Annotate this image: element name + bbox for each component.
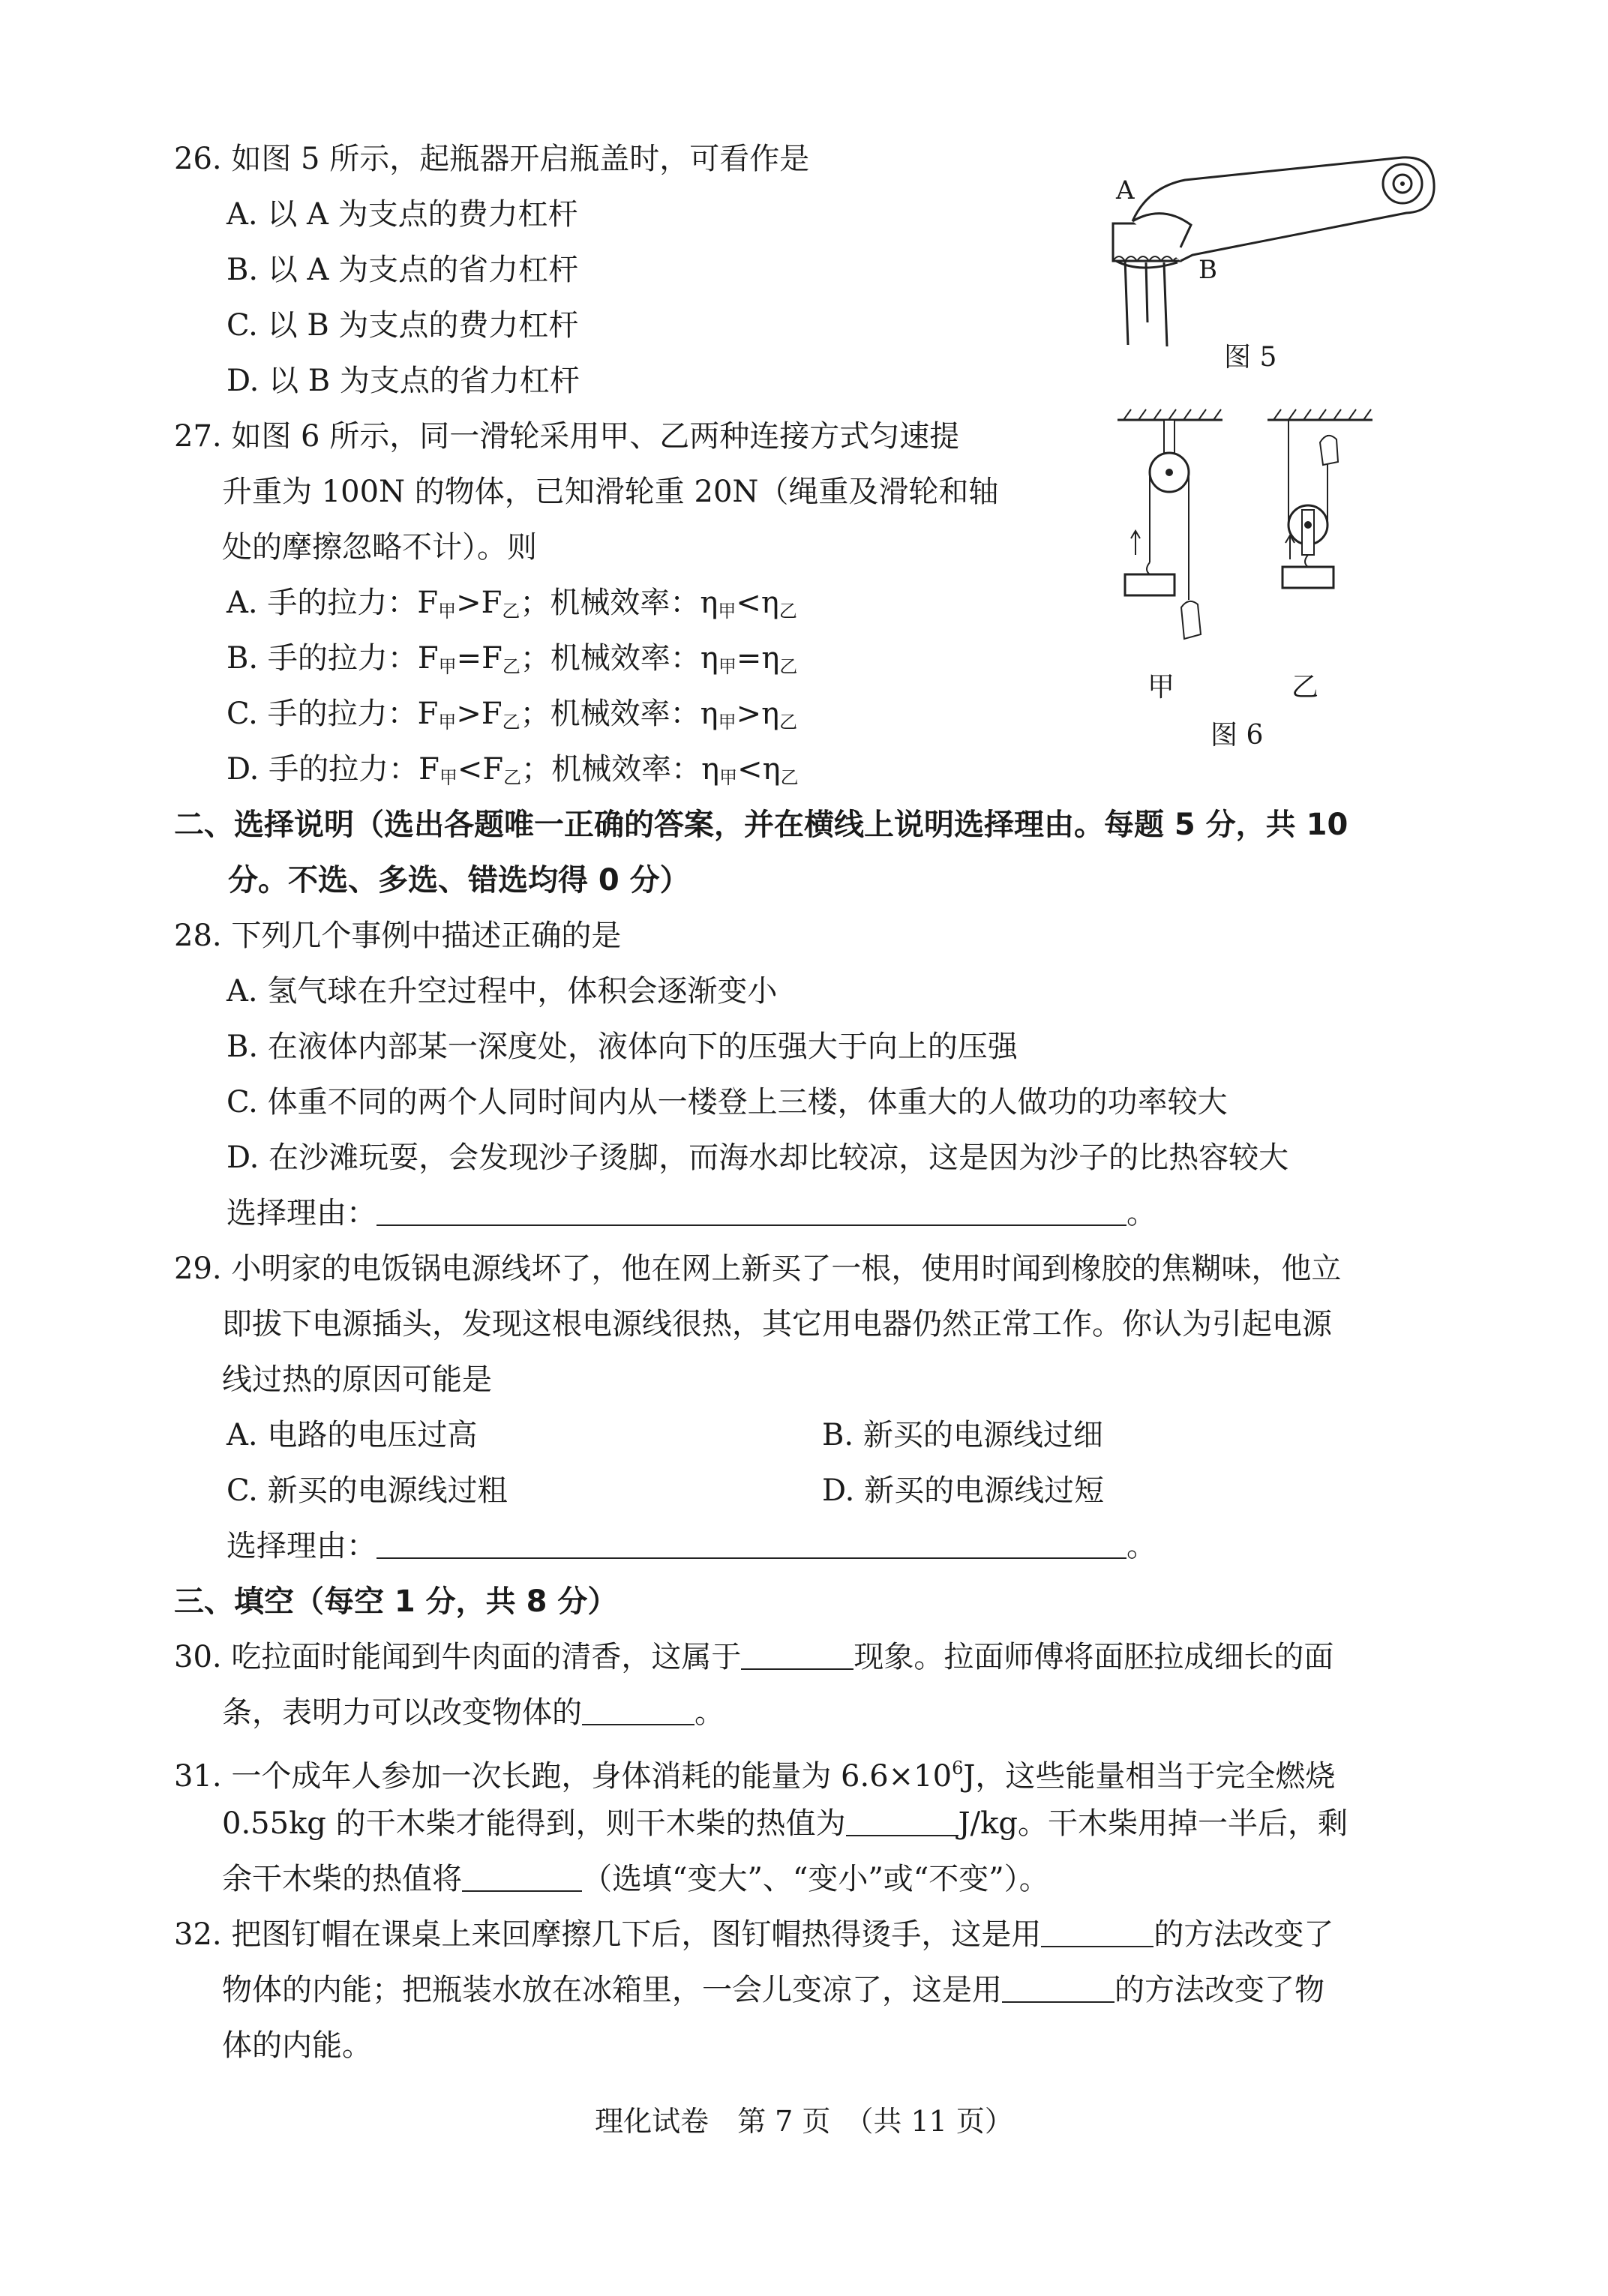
q31-blank-1[interactable] [846, 1809, 958, 1836]
q30-line1: 30. 吃拉面时能闻到牛肉面的清香，这属于 现象。拉面师傅将面胚拉成细长的面 [174, 1640, 1334, 1674]
q27-option-a: A. 手的拉力：$F_甲>F_乙$；机械效率：$\eta_甲<\eta_乙$ [226, 586, 797, 622]
q28-option-b: B. 在液体内部某一深度处，液体向下的压强大于向上的压强 [226, 1030, 1018, 1064]
q32-blank-1[interactable] [1041, 1920, 1154, 1947]
q29-reason-blank[interactable] [376, 1532, 1126, 1559]
q29-stem-line2: 即拔下电源插头，发现这根电源线很热，其它用电器仍然正常工作。你认为引起电源 [222, 1307, 1332, 1341]
q29-option-b: B. 新买的电源线过细 [822, 1418, 1103, 1452]
fig5-caption: 图 5 [1224, 342, 1277, 373]
q27-option-c: C. 手的拉力：$F_甲>F_乙$；机械效率：$\eta_甲>\eta_乙$ [226, 697, 798, 733]
q27-stem-line3: 处的摩擦忽略不计）。则 [222, 530, 537, 565]
q26-option-d: D. 以 B 为支点的省力杠杆 [226, 364, 580, 398]
q28-option-a: A. 氢气球在升空过程中，体积会逐渐变小 [226, 974, 778, 1009]
fig6-label-jia: 甲 [1148, 672, 1175, 703]
q27-option-d: D. 手的拉力：$F_甲<F_乙$；机械效率：$\eta_甲<\eta_乙$ [226, 752, 799, 788]
fig5-point-a: A [1116, 175, 1135, 205]
q27-stem-line2: 升重为 100N 的物体，已知滑轮重 20N（绳重及滑轮和轴 [222, 475, 999, 509]
q30-blank-2[interactable] [582, 1698, 694, 1725]
q29-reason: 选择理由： 。 [226, 1529, 1156, 1563]
q29-option-d: D. 新买的电源线过短 [822, 1473, 1105, 1508]
q28-option-c: C. 体重不同的两个人同时间内从一楼登上三楼，体重大的人做功的功率较大 [226, 1085, 1228, 1120]
q30-blank-1[interactable] [741, 1643, 854, 1670]
q30-line2: 条，表明力可以改变物体的 。 [222, 1695, 724, 1730]
q26-option-a: A. 以 A 为支点的费力杠杆 [226, 197, 578, 232]
q32-line1: 32. 把图钉帽在课桌上来回摩擦几下后，图钉帽热得烫手，这是用 的方法改变了 [174, 1917, 1334, 1952]
fig6-caption: 图 6 [1210, 720, 1264, 751]
q31-line3: 余干木柴的热值将 （选填“变大”、“变小”或“不变”）。 [222, 1862, 1049, 1896]
q32-line3: 体的内能。 [222, 2028, 372, 2063]
q32-line2: 物体的内能；把瓶装水放在冰箱里，一会儿变凉了，这是用 的方法改变了物 [222, 1973, 1324, 2007]
q32-blank-2[interactable] [1002, 1976, 1114, 2003]
q28-option-d: D. 在沙滩玩耍，会发现沙子烫脚，而海水却比较凉，这是因为沙子的比热容较大 [226, 1141, 1289, 1175]
q31-line1: 31. 一个成年人参加一次长跑，身体消耗的能量为 $6.6\times 10^6J$，这些能量相当于完全燃烧 [174, 1758, 1336, 1794]
page-footer: 理化试卷 第 7 页 （共 11 页） [595, 2105, 1013, 2138]
figure-5-bottle-opener [1102, 150, 1448, 360]
section2-title-line1: 二、选择说明（选出各题唯一正确的答案，并在横线上说明选择理由。每题 5 分，共 10 [174, 808, 1348, 842]
q29-option-c: C. 新买的电源线过粗 [226, 1473, 508, 1508]
q28-reason-blank[interactable] [376, 1199, 1126, 1226]
q27-stem-line1: 27. 如图 6 所示，同一滑轮采用甲、乙两种连接方式匀速提 [174, 419, 960, 454]
q31-blank-2[interactable] [462, 1865, 582, 1892]
q28-stem: 28. 下列几个事例中描述正确的是 [174, 919, 622, 953]
figure-6-pulleys [1102, 405, 1418, 660]
fig5-point-b: B [1198, 255, 1217, 285]
q29-option-a: A. 电路的电压过高 [226, 1418, 478, 1452]
q26-option-b: B. 以 A 为支点的省力杠杆 [226, 253, 579, 287]
q27-option-b: B. 手的拉力：$F_甲=F_乙$；机械效率：$\eta_甲=\eta_乙$ [226, 641, 798, 677]
q28-reason: 选择理由： 。 [226, 1196, 1156, 1230]
q26-option-c: C. 以 B 为支点的费力杠杆 [226, 308, 579, 343]
section3-title: 三、填空（每空 1 分，共 8 分） [174, 1584, 618, 1619]
q29-stem-line3: 线过热的原因可能是 [222, 1362, 492, 1397]
fig6-label-yi: 乙 [1292, 672, 1319, 703]
section2-title-line2: 分。不选、多选、错选均得 0 分） [228, 863, 690, 898]
q26-stem: 26. 如图 5 所示，起瓶器开启瓶盖时，可看作是 [174, 142, 810, 176]
q29-stem-line1: 29. 小明家的电饭锅电源线坏了，他在网上新买了一根，使用时闻到橡胶的焦糊味，他立 [174, 1251, 1342, 1286]
q31-line2: 0.55kg 的干木柴才能得到，则干木柴的热值为 J/kg。干木柴用掉一半后，剩 [222, 1806, 1348, 1841]
